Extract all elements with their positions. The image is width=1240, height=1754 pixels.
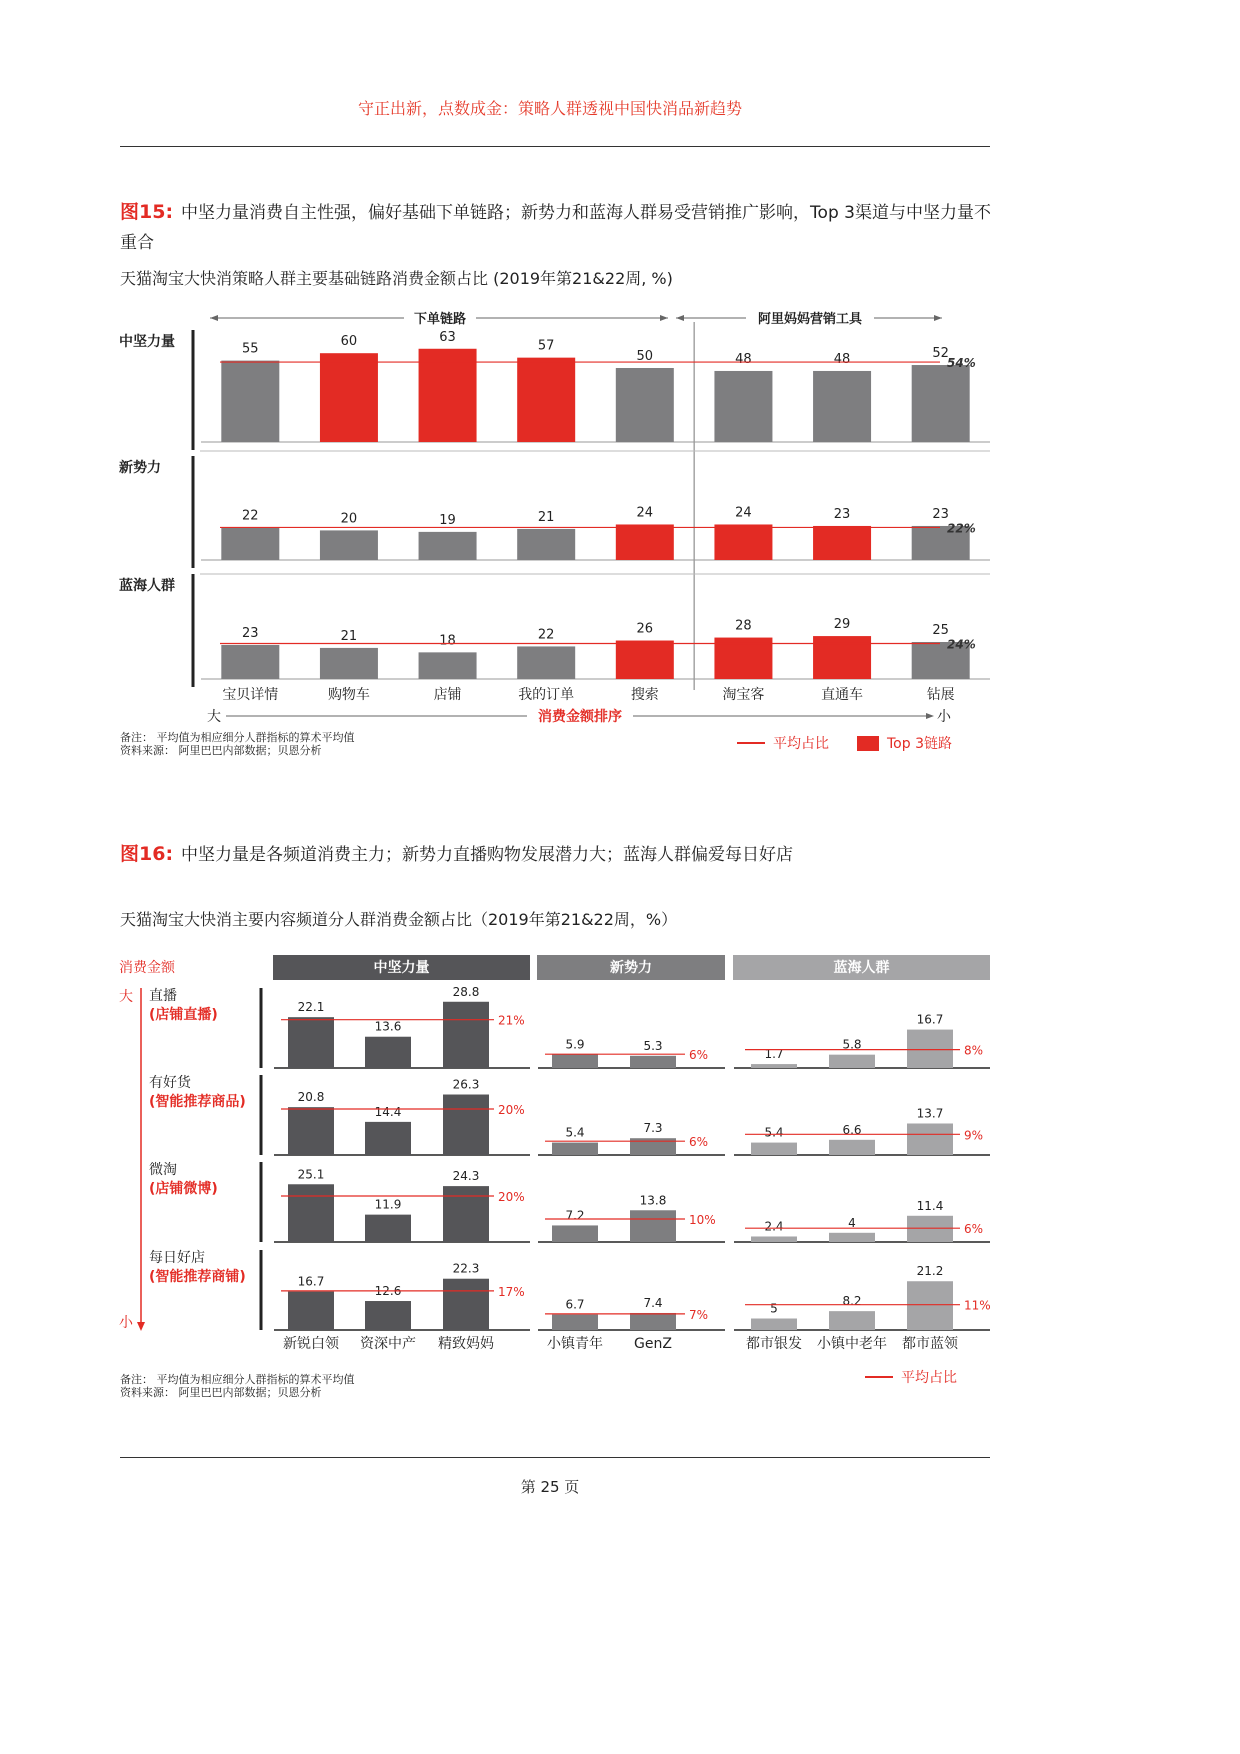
category-label: 小镇中老年 <box>817 1336 887 1352</box>
category-label: 都市蓝领 <box>902 1336 958 1352</box>
bar <box>630 1313 676 1330</box>
category-label: 淘宝客 <box>722 687 765 703</box>
category-label: 搜索 <box>630 687 659 703</box>
bar-value-label: 20 <box>340 511 358 527</box>
bar-value-label: 26.3 <box>452 1077 480 1092</box>
average-label: 17% <box>498 1284 525 1299</box>
bar-value-label: 22.1 <box>297 1000 325 1015</box>
bar <box>907 1281 953 1330</box>
fig16-title-text: 中坚力量是各频道消费主力；新势力直播购物发展潜力大；蓝海人群偏爱每日好店 <box>181 845 794 865</box>
bar-value-label: 25 <box>932 623 949 638</box>
legend-top3-label: Top 3链路 <box>887 736 952 752</box>
bar-value-label: 5 <box>770 1301 778 1316</box>
bar-value-label: 1.7 <box>764 1047 784 1062</box>
category-label: 都市银发 <box>746 1336 802 1352</box>
fig15-source-line: 资料来源： 阿里巴巴内部数据；贝恩分析 <box>120 744 322 757</box>
category-label: 店铺 <box>433 687 462 703</box>
bar <box>443 1095 489 1155</box>
footer-rule <box>120 1457 990 1458</box>
axis-right-label: 小 <box>937 709 951 725</box>
row-sublabel: (店铺微博) <box>149 1181 218 1197</box>
panel-header-label: 中坚力量 <box>373 960 430 976</box>
bar <box>365 1301 411 1330</box>
row-sublabel: (智能推荐商品) <box>149 1094 246 1110</box>
panel-header-label: 蓝海人群 <box>833 960 890 976</box>
axis-left-label: 大 <box>207 709 221 725</box>
bar-value-label: 23 <box>932 506 949 522</box>
bar <box>288 1184 334 1242</box>
category-label: 宝贝详情 <box>222 687 279 703</box>
average-label: 6% <box>689 1135 709 1150</box>
y-axis-top-label: 大 <box>119 989 133 1005</box>
bar <box>443 1279 489 1330</box>
bar <box>365 1122 411 1155</box>
bar-value-label: 26 <box>636 621 654 637</box>
bar <box>288 1017 334 1068</box>
row-sublabel: (店铺直播) <box>149 1007 218 1023</box>
row-label: 新势力 <box>119 460 161 476</box>
average-label: 24% <box>947 637 976 652</box>
average-label: 54% <box>947 356 976 371</box>
bar <box>552 1225 598 1242</box>
bar <box>365 1037 411 1068</box>
bar <box>751 1143 797 1155</box>
bar-value-label: 50 <box>636 349 654 364</box>
bar <box>829 1055 875 1068</box>
bar-value-label: 48 <box>735 351 752 367</box>
bar-value-label: 24 <box>636 505 654 521</box>
bar <box>443 1002 489 1068</box>
bar <box>288 1107 334 1155</box>
page-number: 第 25 页 <box>520 1478 580 1496</box>
group-label: 下单链路 <box>413 312 467 327</box>
bar-value-label: 22.3 <box>452 1261 480 1276</box>
row-label: 蓝海人群 <box>119 578 175 594</box>
bar-value-label: 14.4 <box>374 1104 402 1119</box>
row-sublabel: (智能推荐商铺) <box>149 1269 246 1285</box>
bar-value-label: 13.6 <box>374 1019 402 1034</box>
category-label: 精致妈妈 <box>438 1336 494 1352</box>
average-label: 9% <box>964 1128 984 1143</box>
bar-value-label: 55 <box>242 341 259 357</box>
bar <box>907 1216 953 1242</box>
legend-avg-line-swatch <box>865 1376 893 1378</box>
average-label: 6% <box>964 1222 984 1237</box>
bar-value-label: 16.7 <box>916 1012 944 1027</box>
bar <box>907 1030 953 1068</box>
bar-value-label: 28 <box>735 618 752 634</box>
bar-value-label: 22 <box>537 627 555 643</box>
bar-value-label: 29 <box>833 617 851 633</box>
row-label: 微淘 <box>149 1162 177 1178</box>
bar <box>829 1311 875 1330</box>
bar-value-label: 5.4 <box>565 1125 585 1140</box>
bar <box>751 1236 797 1242</box>
bar-value-label: 19 <box>439 512 456 528</box>
bar-value-label: 24.3 <box>452 1169 480 1184</box>
category-label: 我的订单 <box>518 687 575 703</box>
row-label: 中坚力量 <box>119 334 175 350</box>
bar-value-label: 5.8 <box>842 1037 862 1052</box>
bar-value-label: 11.4 <box>916 1198 944 1213</box>
bar-value-label: 63 <box>439 329 456 345</box>
bar-value-label: 48 <box>833 351 851 367</box>
legend-avg-label: 平均占比 <box>773 736 829 752</box>
average-label: 7% <box>689 1307 709 1322</box>
bar <box>365 1215 411 1242</box>
bar <box>907 1123 953 1155</box>
fig16-number: 图16: <box>120 843 174 865</box>
bar-value-label: 21.2 <box>916 1264 944 1279</box>
bar-value-label: 24 <box>735 505 752 521</box>
fig16-source-line: 资料来源： 阿里巴巴内部数据；贝恩分析 <box>120 1386 322 1399</box>
row-label: 每日好店 <box>149 1250 205 1266</box>
fig16-legend <box>865 1367 957 1387</box>
bar-value-label: 5.4 <box>764 1125 784 1140</box>
bar-value-label: 18 <box>439 633 456 649</box>
bar-value-label: 52 <box>932 346 949 362</box>
average-label: 8% <box>964 1043 984 1058</box>
category-label: 资深中产 <box>360 1336 416 1352</box>
category-label: 购物车 <box>327 687 370 703</box>
bar-value-label: 5.9 <box>565 1037 585 1052</box>
sort-axis-label: 消费金额排序 <box>538 709 622 725</box>
bar <box>829 1140 875 1155</box>
bar-value-label: 6.6 <box>842 1122 862 1137</box>
bar-value-label: 60 <box>340 334 358 350</box>
average-label: 20% <box>498 1190 525 1204</box>
bar-value-label: 57 <box>537 338 555 354</box>
fig16-note-line: 备注： 平均值为相应细分人群指标的算术平均值 <box>120 1373 355 1386</box>
row-label: 直播 <box>149 988 177 1004</box>
bar <box>630 1056 676 1068</box>
bar-value-label: 7.2 <box>565 1208 585 1223</box>
bar-value-label: 2.4 <box>764 1219 784 1234</box>
bar-value-label: 6.7 <box>565 1297 585 1312</box>
row-label: 有好货 <box>149 1075 191 1091</box>
arrow-down-icon <box>137 1322 145 1331</box>
bar <box>288 1292 334 1330</box>
bar <box>829 1233 875 1242</box>
average-label: 20% <box>498 1103 525 1117</box>
bar-value-label: 7.3 <box>643 1121 663 1136</box>
average-label: 10% <box>689 1213 716 1227</box>
bar-value-label: 23 <box>833 506 851 522</box>
fig16-subtitle: 天猫淘宝大快消主要内容频道分人群消费金额占比（2019年第21&22周，%） <box>120 910 678 929</box>
panel-header-label: 新势力 <box>610 960 652 976</box>
bar-value-label: 5.3 <box>643 1038 663 1053</box>
bar-value-label: 22 <box>242 508 259 524</box>
bar-value-label: 12.6 <box>374 1284 402 1299</box>
bar <box>443 1186 489 1242</box>
category-label: GenZ <box>634 1336 672 1352</box>
average-label: 22% <box>947 521 976 536</box>
bar <box>751 1319 797 1331</box>
fig15-number: 图15: <box>120 201 174 223</box>
fig15-subtitle: 天猫淘宝大快消策略人群主要基础链路消费金额占比 (2019年第21&22周, %) <box>120 269 673 288</box>
y-axis-bottom-label: 小 <box>119 1315 133 1331</box>
average-label: 11% <box>964 1298 991 1313</box>
fig16-notes <box>120 1373 355 1399</box>
category-label: 新锐白领 <box>283 1336 339 1352</box>
bar-value-label: 25.1 <box>297 1167 325 1182</box>
fig15-title-text: 中坚力量消费自主性强，偏好基础下单链路；新势力和蓝海人群易受营销推广影响，Top 3渠道与中坚力量不重合 <box>120 203 991 253</box>
bar-value-label: 20.8 <box>297 1090 325 1105</box>
y-axis-title: 消费金额 <box>119 960 175 976</box>
average-label: 21% <box>498 1013 525 1028</box>
group-label: 阿里妈妈营销工具 <box>757 312 863 327</box>
bar-value-label: 4 <box>848 1215 856 1230</box>
bar-value-label: 13.8 <box>639 1193 667 1208</box>
average-label: 6% <box>689 1048 709 1063</box>
report-header: 守正出新，点数成金：策略人群透视中国快消品新趋势 <box>357 99 742 118</box>
bar-value-label: 11.9 <box>374 1197 402 1212</box>
bar-value-label: 7.4 <box>643 1295 663 1310</box>
bar-value-label: 28.8 <box>452 984 480 999</box>
category-label: 钻展 <box>926 687 955 703</box>
bar-value-label: 8.2 <box>842 1294 862 1309</box>
bar <box>552 1315 598 1330</box>
category-label: 直通车 <box>821 687 864 703</box>
bar-value-label: 21 <box>537 509 555 525</box>
bar-value-label: 13.7 <box>916 1106 944 1121</box>
bar <box>630 1210 676 1242</box>
bar-value-label: 21 <box>340 628 358 644</box>
fig15-note-line: 备注： 平均值为相应细分人群指标的算术平均值 <box>120 731 355 744</box>
bar <box>751 1064 797 1068</box>
legend-avg-label: 平均占比 <box>901 1370 957 1386</box>
bar-value-label: 23 <box>242 625 259 641</box>
bar <box>552 1054 598 1068</box>
category-label: 小镇青年 <box>547 1336 603 1352</box>
bar-value-label: 16.7 <box>297 1274 325 1289</box>
bar <box>552 1143 598 1155</box>
